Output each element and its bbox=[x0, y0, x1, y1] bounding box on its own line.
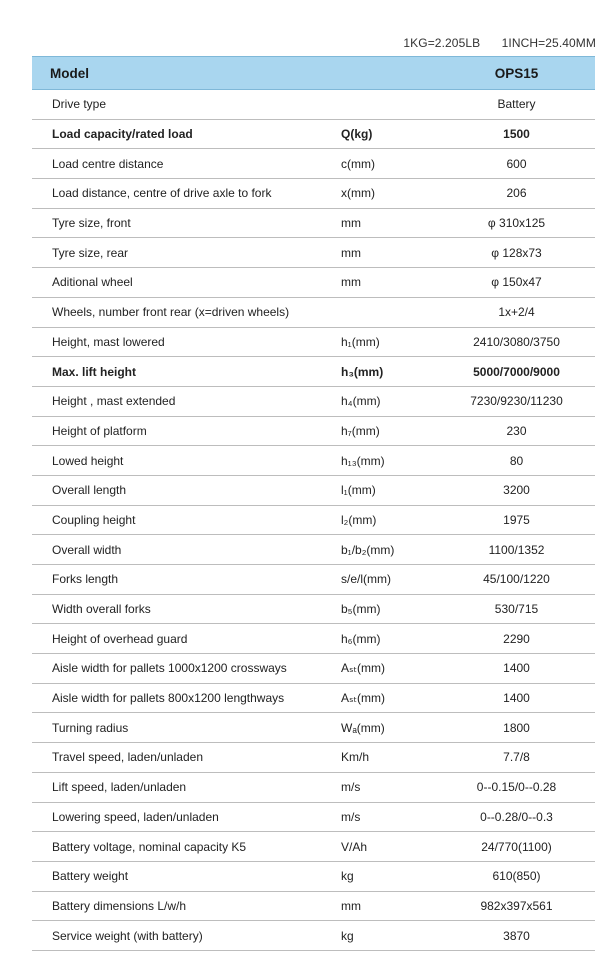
table-row bbox=[32, 862, 595, 892]
table-row bbox=[32, 832, 595, 862]
table-row bbox=[32, 209, 595, 239]
row-value: 230 bbox=[506, 423, 527, 438]
row-value: 3870 bbox=[503, 928, 530, 943]
row-value: 1400 bbox=[503, 661, 530, 676]
row-label: Height of overhead guard bbox=[52, 631, 188, 646]
row-unit: kg bbox=[341, 928, 354, 943]
row-value: Battery bbox=[497, 97, 536, 112]
row-label: Load distance, centre of drive axle to fork bbox=[52, 186, 272, 201]
row-label: Width overall forks bbox=[52, 602, 151, 617]
row-label: Aisle width for pallets 1000x1200 crossways bbox=[52, 661, 287, 676]
row-label: Load capacity/rated load bbox=[52, 127, 193, 142]
row-value: 1800 bbox=[503, 720, 530, 735]
row-unit: Aₛₜ(mm) bbox=[341, 661, 386, 676]
row-value: 2290 bbox=[503, 631, 530, 646]
table-row bbox=[32, 921, 595, 951]
row-value: 530/715 bbox=[494, 602, 539, 617]
inch-conversion: 1INCH=25.40MM bbox=[501, 36, 596, 50]
table-row bbox=[32, 120, 595, 150]
table-row bbox=[32, 298, 595, 328]
row-unit: m/s bbox=[341, 780, 361, 795]
row-unit: Km/h bbox=[341, 750, 370, 765]
row-unit: V/Ah bbox=[341, 839, 368, 854]
table-row bbox=[32, 417, 595, 447]
row-value: 5000/7000/9000 bbox=[473, 364, 560, 379]
row-value: 2410/3080/3750 bbox=[473, 334, 560, 349]
table-row bbox=[32, 149, 595, 179]
row-unit: b₁/b₂(mm) bbox=[341, 542, 395, 557]
row-unit: h₃(mm) bbox=[341, 364, 384, 379]
table-row bbox=[32, 684, 595, 714]
row-label: Forks length bbox=[52, 572, 119, 587]
row-label: Overall width bbox=[52, 542, 122, 557]
table-row bbox=[32, 565, 595, 595]
row-value: 600 bbox=[506, 156, 527, 171]
row-label: Overall length bbox=[52, 483, 127, 498]
table-body bbox=[32, 90, 595, 951]
row-unit: h₄(mm) bbox=[341, 394, 381, 409]
table-row bbox=[32, 238, 595, 268]
row-unit: h₆(mm) bbox=[341, 631, 381, 646]
row-label: Wheels, number front rear (x=driven wheels) bbox=[52, 305, 290, 320]
row-value: 80 bbox=[509, 453, 524, 468]
row-unit: l₂(mm) bbox=[341, 512, 377, 527]
table-row bbox=[32, 268, 595, 298]
row-value: 7230/9230/11230 bbox=[470, 394, 563, 409]
table-row bbox=[32, 179, 595, 209]
row-value: 982x397x561 bbox=[480, 898, 553, 913]
row-label: Max. lift height bbox=[52, 364, 136, 379]
row-value: 1100/1352 bbox=[488, 542, 545, 557]
row-label: Service weight (with battery) bbox=[52, 928, 203, 943]
row-unit: Wₐ(mm) bbox=[341, 720, 385, 735]
row-label: Battery dimensions L/w/h bbox=[52, 898, 187, 913]
header-model: OPS15 bbox=[494, 65, 539, 81]
row-label: Battery voltage, nominal capacity K5 bbox=[52, 839, 247, 854]
row-label: Tyre size, rear bbox=[52, 245, 129, 260]
row-value: 1x+2/4 bbox=[498, 305, 535, 320]
row-label: Tyre size, front bbox=[52, 216, 131, 231]
row-value: 206 bbox=[506, 186, 527, 201]
table-row bbox=[32, 506, 595, 536]
table-row bbox=[32, 90, 595, 120]
table-row bbox=[32, 713, 595, 743]
row-unit: b₅(mm) bbox=[341, 602, 381, 617]
row-value: 45/100/1220 bbox=[483, 572, 550, 587]
row-value: φ 150x47 bbox=[491, 275, 542, 290]
row-unit: mm bbox=[341, 216, 361, 231]
row-unit: s/e/l(mm) bbox=[341, 572, 391, 587]
row-value: φ 310x125 bbox=[487, 216, 546, 231]
table-row bbox=[32, 328, 595, 358]
row-unit: mm bbox=[341, 898, 361, 913]
unit-conversion-note bbox=[403, 36, 596, 50]
row-label: Lift speed, laden/unladen bbox=[52, 780, 187, 795]
row-value: 1400 bbox=[503, 691, 530, 706]
table-row bbox=[32, 357, 595, 387]
row-label: Drive type bbox=[52, 97, 107, 112]
row-value: φ 128x73 bbox=[491, 245, 542, 260]
row-unit: kg bbox=[341, 869, 354, 884]
row-unit: h₇(mm) bbox=[341, 423, 380, 438]
row-label: Battery weight bbox=[52, 869, 129, 884]
table-row bbox=[32, 773, 595, 803]
row-label: Travel speed, laden/unladen bbox=[52, 750, 203, 765]
row-label: Height of platform bbox=[52, 423, 147, 438]
kg-conversion: 1KG=2.205LB bbox=[403, 36, 481, 50]
row-label: Coupling height bbox=[52, 512, 136, 527]
row-unit: mm bbox=[341, 245, 361, 260]
table-row bbox=[32, 387, 595, 417]
row-unit: c(mm) bbox=[341, 156, 375, 171]
row-unit: Aₛₜ(mm) bbox=[341, 691, 386, 706]
row-label: Aditional wheel bbox=[52, 275, 133, 290]
row-label: Aisle width for pallets 800x1200 lengthways bbox=[52, 691, 285, 706]
table-row bbox=[32, 595, 595, 625]
row-unit: mm bbox=[341, 275, 361, 290]
row-unit: h₁(mm) bbox=[341, 334, 380, 349]
table-row bbox=[32, 535, 595, 565]
table-row bbox=[32, 803, 595, 833]
row-value: 7.7/8 bbox=[503, 750, 530, 765]
row-label: Turning radius bbox=[52, 720, 129, 735]
table-row bbox=[32, 743, 595, 773]
row-unit: m/s bbox=[341, 809, 361, 824]
row-unit: Q(kg) bbox=[341, 127, 373, 142]
row-label: Height, mast lowered bbox=[52, 334, 165, 349]
row-unit: h₁₃(mm) bbox=[341, 453, 385, 468]
row-label: Height , mast extended bbox=[52, 394, 176, 409]
row-unit: x(mm) bbox=[341, 186, 375, 201]
table-row bbox=[32, 892, 595, 922]
row-value: 610(850) bbox=[492, 869, 541, 884]
spec-table bbox=[32, 56, 595, 951]
row-value: 3200 bbox=[503, 483, 530, 498]
table-row bbox=[32, 476, 595, 506]
row-label: Lowed height bbox=[52, 453, 124, 468]
header-label: Model bbox=[50, 65, 89, 81]
row-label: Load centre distance bbox=[52, 156, 164, 171]
row-value: 1975 bbox=[503, 512, 530, 527]
row-value: 0--0.28/0--0.3 bbox=[480, 809, 553, 824]
table-row bbox=[32, 654, 595, 684]
table-row bbox=[32, 624, 595, 654]
row-label: Lowering speed, laden/unladen bbox=[52, 809, 219, 824]
row-unit: l₁(mm) bbox=[341, 483, 376, 498]
row-value: 1500 bbox=[503, 127, 530, 142]
row-value: 24/770(1100) bbox=[481, 839, 552, 854]
row-value: 0--0.15/0--0.28 bbox=[476, 780, 557, 795]
table-row bbox=[32, 446, 595, 476]
table-header bbox=[32, 56, 595, 90]
